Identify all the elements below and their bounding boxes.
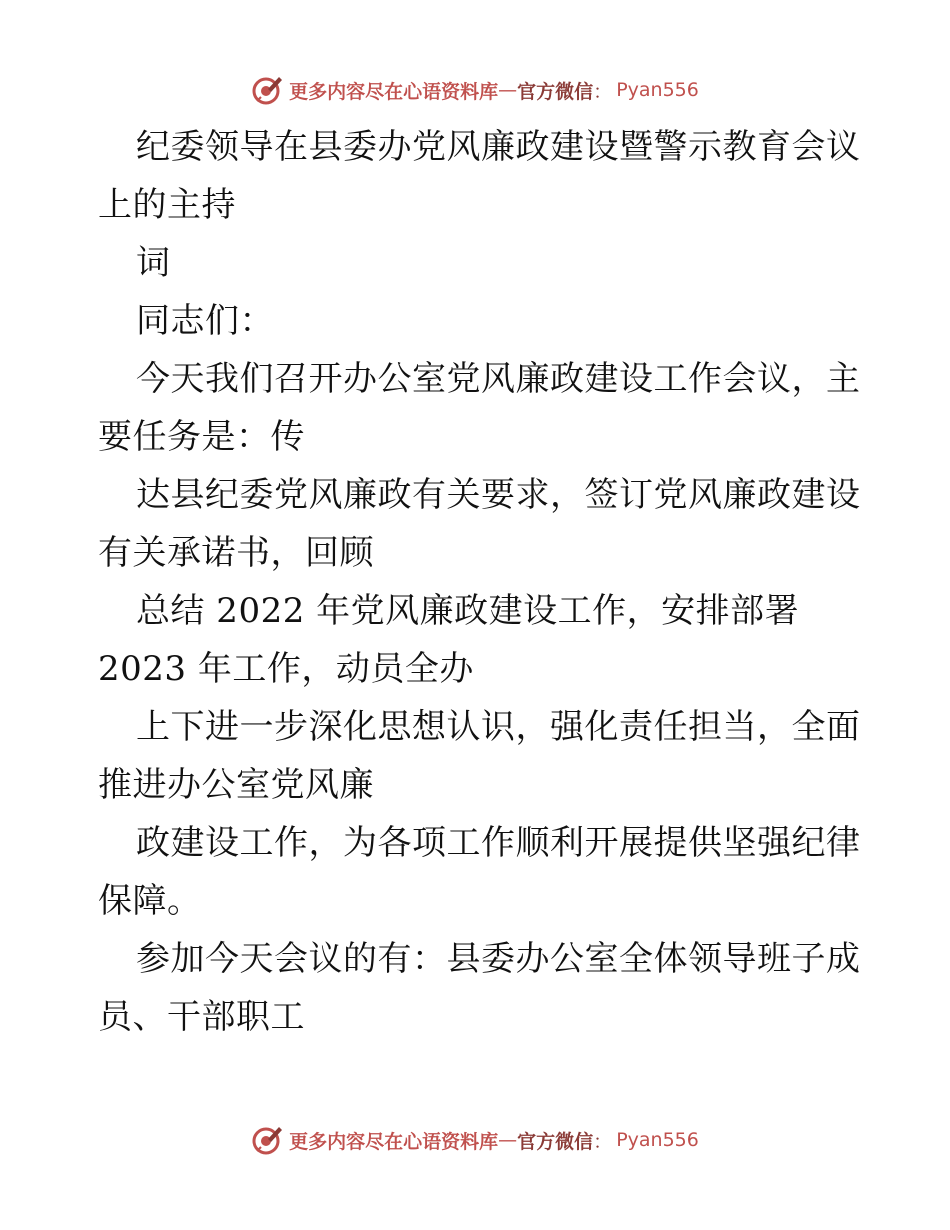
document-body [98,118,861,1046]
footer-wechat-label: 官方微信 [517,1130,594,1153]
doc-line-greeting: 同志们： [136,301,274,341]
doc-line: 上下进一步深化思想认识，强化责任担当，全面 [136,707,861,747]
footer-wechat-id: Pyan556 [616,1129,699,1151]
footer-colon: ： [593,1130,613,1153]
doc-line: 保障。 [98,881,202,921]
doc-line: 员、干部职工 [98,997,305,1037]
doc-line: 2023 年工作，动员全办 [98,649,474,689]
pen-logo-icon [251,1124,283,1156]
footer-banner [0,1120,950,1160]
doc-line: 有关承诺书，回顾 [98,533,374,573]
doc-line-title: 纪委领导在县委办党风廉政建设暨警示教育会议 [136,127,861,167]
header-wechat-id: Pyan556 [616,79,699,101]
doc-line: 推进办公室党风廉 [98,765,374,805]
header-site-text: 更多内容尽在心语资料库 [289,80,499,103]
doc-line: 要任务是：传 [98,417,305,457]
doc-line-title-cont: 上的主持 [98,185,236,225]
header-banner [0,70,950,110]
pen-logo-icon [251,74,283,106]
doc-line: 达县纪委党风廉政有关要求，签订党风廉政建设 [136,475,861,515]
header-wechat-label: 官方微信 [517,80,594,103]
header-colon: ： [593,80,613,103]
footer-dash: — [498,1129,518,1151]
doc-line: 今天我们召开办公室党风廉政建设工作会议，主 [136,359,861,399]
doc-line: 参加今天会议的有：县委办公室全体领导班子成 [136,939,861,979]
doc-line: 政建设工作，为各项工作顺利开展提供坚强纪律 [136,823,861,863]
doc-line-title-end: 词 [136,243,171,283]
doc-line: 总结 2022 年党风廉政建设工作，安排部署 [136,591,800,631]
header-dash: — [498,79,518,101]
footer-site-text: 更多内容尽在心语资料库 [289,1130,499,1153]
